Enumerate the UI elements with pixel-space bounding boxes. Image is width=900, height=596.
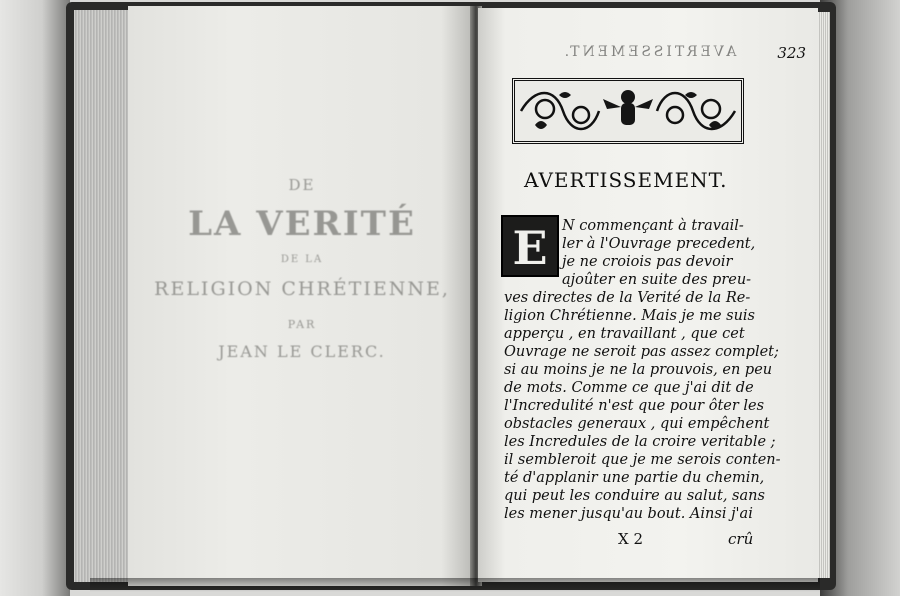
body-line: il sembleroit que je me serois conten- [504, 452, 781, 468]
bleed-line: LA VERITÉ [188, 204, 416, 244]
catchword: crû [728, 530, 754, 548]
body-line: ler à l'Ouvrage precedent, [562, 236, 756, 252]
bleed-line: JEAN LE CLERC. [218, 342, 386, 361]
body-line: les Incredules de la croire veritable ; [504, 434, 776, 450]
body-line: l'Incredulité n'est que pour ôter les [504, 398, 765, 414]
bleed-line: DE [288, 176, 316, 194]
body-line: qui peut les conduire au salut, sans [504, 488, 765, 504]
body-line: je ne croiois pas devoir [562, 254, 733, 270]
page-number: 323 [777, 44, 806, 62]
page-edges-right [818, 12, 830, 578]
body-line: si au moins je ne la prouvois, en peu [504, 362, 773, 378]
bleed-line: RELIGION CHRÉTIENNE, [154, 278, 450, 300]
running-head-bleed: AVERTISSEMENT. [561, 44, 737, 60]
body-line: obstacles generaux , qui empêchent [504, 416, 770, 432]
body-line: Ouvrage ne seroit pas assez complet; [504, 344, 779, 360]
body-line: ajoûter en suite des preu- [562, 272, 752, 288]
decorated-initial [501, 215, 559, 277]
bleed-line: PAR [287, 318, 317, 331]
ornamental-headpiece [512, 78, 744, 144]
bleed-line: DE LA [280, 254, 324, 265]
body-line: ligion Chrétienne. Mais je me suis [504, 308, 756, 324]
initial-letter: E [512, 221, 548, 275]
body-line: té d'applanir une partie du chemin, [504, 470, 765, 486]
section-title: AVERTISSEMENT. [524, 168, 728, 192]
body-line: les mener jusqu'au bout. Ainsi j'ai [504, 506, 753, 522]
background-left [0, 0, 70, 596]
left-page [128, 6, 476, 586]
floral-ornament-icon [515, 81, 741, 141]
body-line: N commençant à travail- [562, 218, 744, 234]
body-line: de mots. Comme ce que j'ai dit de [504, 380, 754, 396]
body-line: apperçu , en travaillant , que cet [504, 326, 745, 342]
right-page [478, 8, 818, 582]
bottom-shadow [90, 578, 820, 592]
body-line: ves directes de la Verité de la Re- [504, 290, 751, 306]
page-edges-left [74, 10, 136, 582]
signature-mark: X 2 [618, 530, 643, 548]
